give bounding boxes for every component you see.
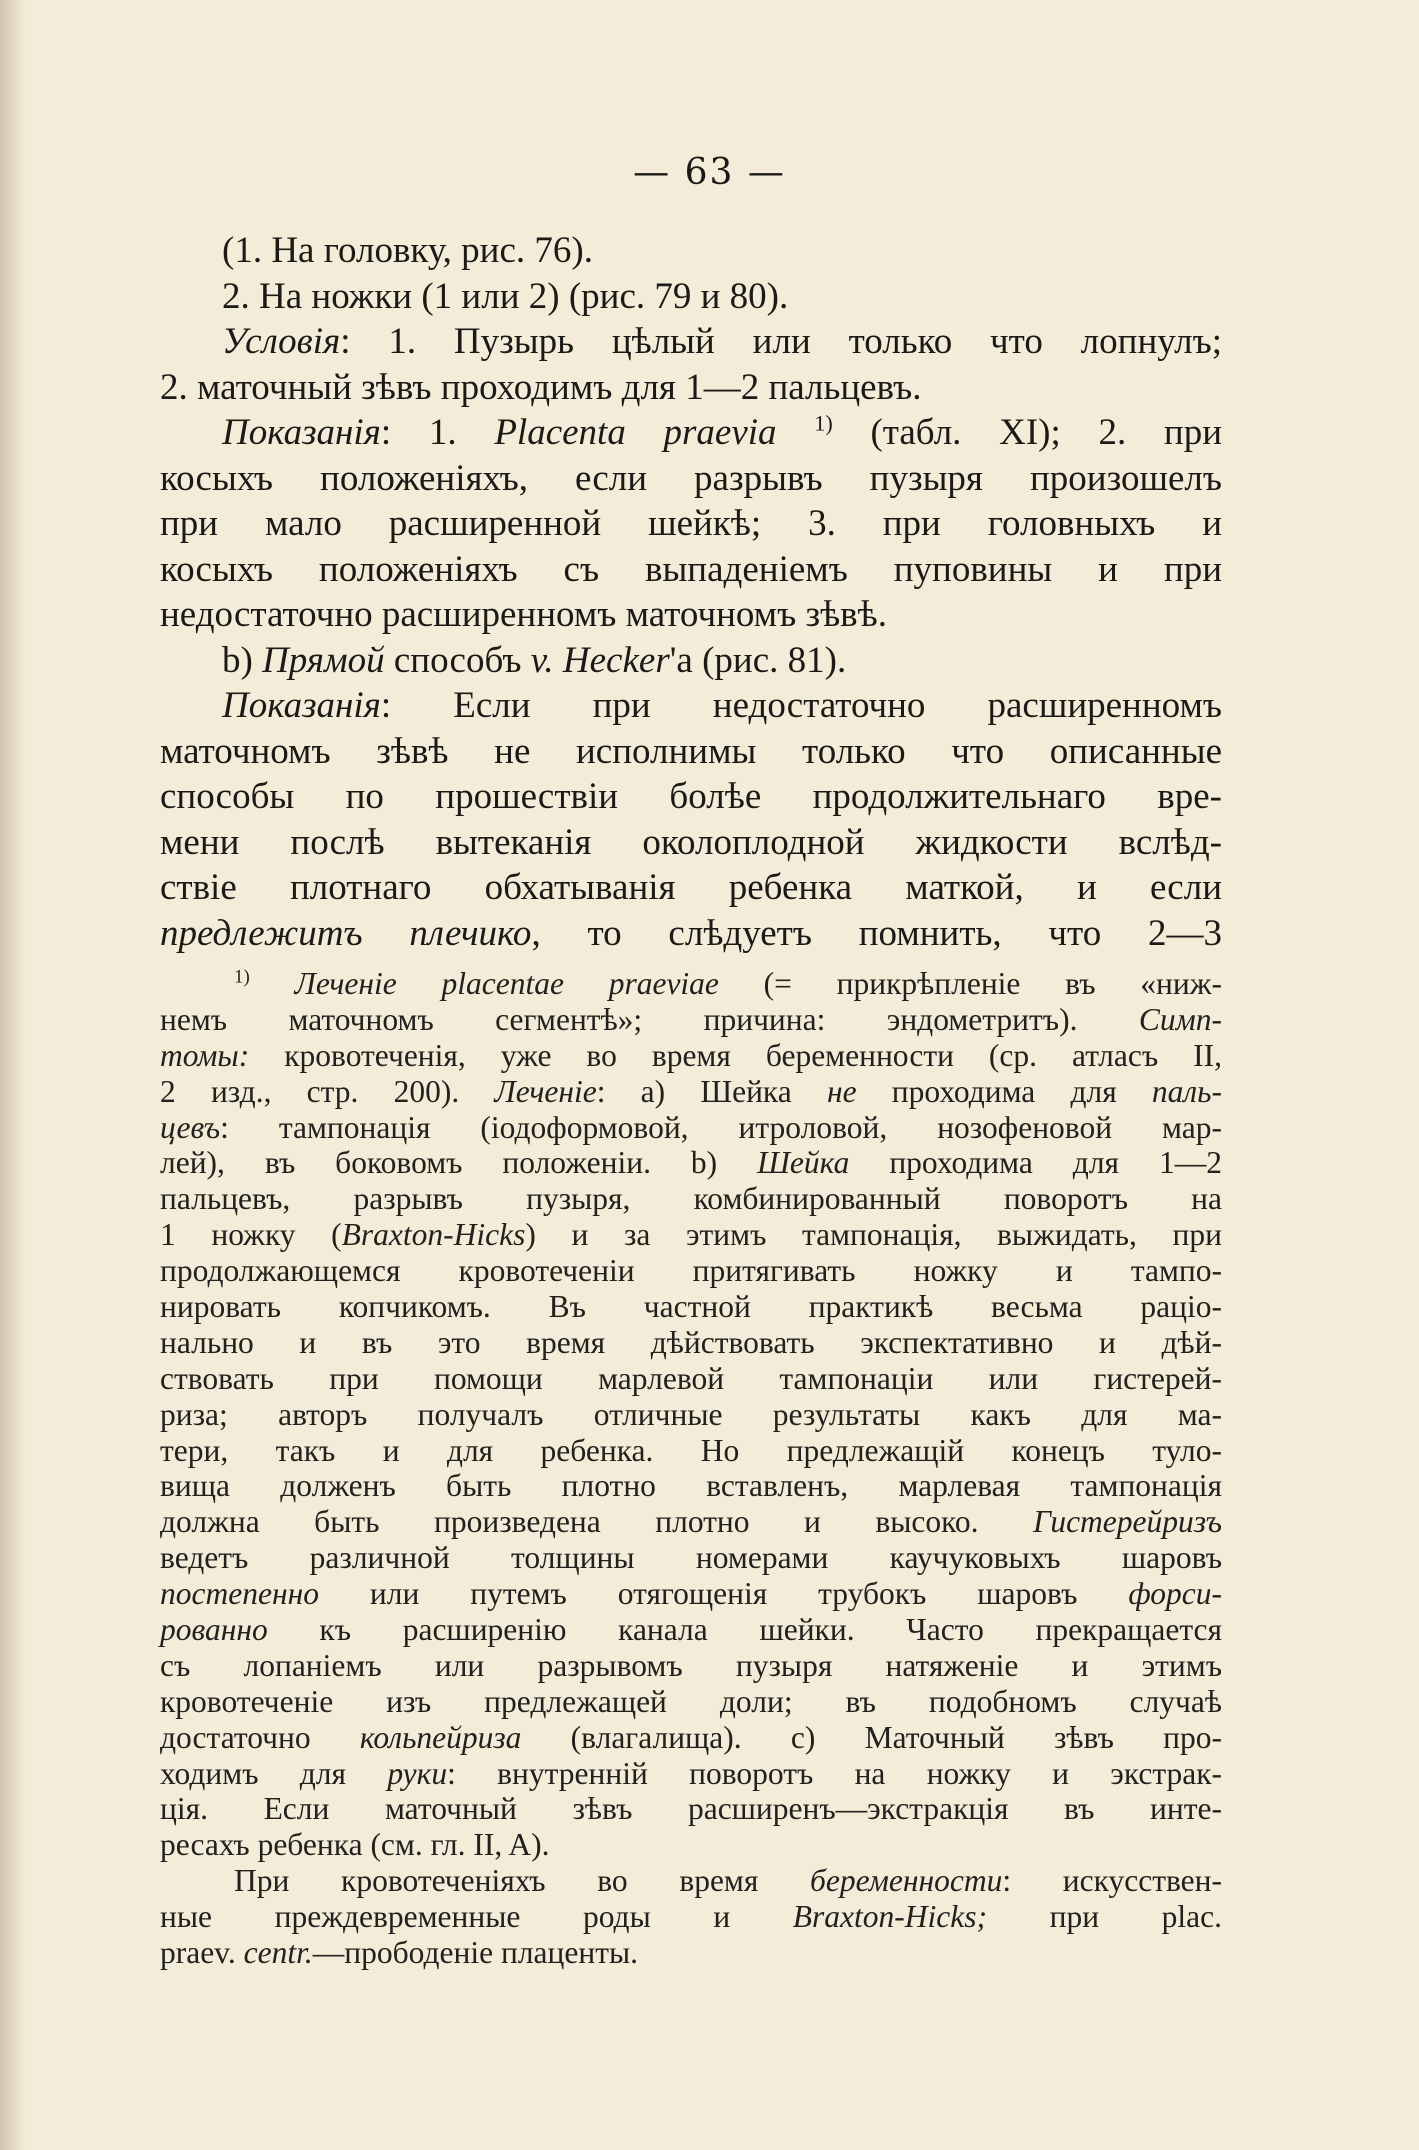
text-run: беременности	[810, 1863, 1003, 1899]
footnote-line	[160, 1756, 1222, 1792]
text-run: 2. маточный зѣвъ проходимъ для 1—2 пальцевъ.	[160, 366, 922, 408]
text-run: вища долженъ быть плотно вставленъ, марлевая тампонація	[160, 1468, 1222, 1504]
footnote-line	[160, 1361, 1222, 1397]
text-run: Braxton-Hicks;	[792, 1899, 987, 1935]
footnote-line	[160, 1145, 1222, 1181]
text-run: Прямой	[262, 639, 385, 681]
text-run: ствіе плотнаго обхатыванія ребенка маткой, и если	[160, 867, 1222, 908]
text-run: способъ	[384, 639, 531, 681]
footnote-line	[160, 1253, 1222, 1289]
footnote-marker: 1)	[234, 966, 250, 988]
text-run: достаточно	[160, 1719, 360, 1755]
text-run: къ расширенію канала шейки. Часто прекращается	[267, 1612, 1222, 1648]
text-run: должна быть произведена плотно и высоко.	[160, 1504, 1033, 1540]
footnote-line	[160, 1289, 1222, 1325]
footnote-line	[160, 1217, 1222, 1253]
text-run: недостаточно расширенномъ маточномъ зѣвѣ.	[160, 594, 887, 635]
footnote-line	[160, 1648, 1222, 1684]
text-run: Симп-	[1138, 1001, 1222, 1037]
text-line	[160, 774, 1222, 820]
text-run: : a) Шейка	[596, 1073, 827, 1109]
text-run: praev.	[160, 1935, 244, 1971]
text-run: кровотеченія, уже во время беременности (ср. атласъ II,	[249, 1037, 1222, 1073]
text-run: руки	[387, 1755, 448, 1791]
text-run: продолжающемся кровотеченіи притягивать ножку и тампо-	[160, 1253, 1222, 1289]
text-run: нировать копчикомъ. Въ частной практикѣ весьма раціо-	[160, 1289, 1222, 1325]
main-text	[160, 228, 1222, 956]
text-run: мени послѣ вытеканія околоплодной жидкости вслѣд-	[160, 821, 1222, 863]
text-line	[160, 228, 1222, 274]
text-run: не	[826, 1073, 857, 1109]
text-run: Braxton-Hicks	[341, 1217, 526, 1253]
text-run: Placenta praevia	[494, 412, 777, 453]
text-run: При кровотеченіяхъ во время	[234, 1863, 811, 1899]
text-line	[160, 547, 1222, 593]
page-edge-shadow	[0, 0, 26, 2150]
text-run: 2. На ножки (1 или 2) (рис. 79 и 80).	[222, 275, 789, 317]
text-run: при plac.	[986, 1899, 1222, 1935]
text-run	[250, 966, 295, 1001]
text-run: , то слѣдуетъ помнить, что 2—3	[531, 912, 1222, 954]
text-run: пальцевъ, разрывъ пузыря, комбинированный поворотъ на	[160, 1181, 1222, 1217]
footnote-line	[160, 1863, 1222, 1899]
text-run: : внутренній поворотъ на ножку и экстрак-	[447, 1755, 1223, 1791]
text-line	[160, 865, 1222, 911]
text-run: томы:	[160, 1037, 250, 1073]
text-run: тери, такъ и для ребенка. Но предлежащій конецъ туло-	[160, 1432, 1222, 1468]
text-line	[160, 683, 1222, 729]
text-run: Шейка	[757, 1145, 850, 1181]
text-run: Показанія	[222, 685, 381, 726]
footnote-line	[160, 1684, 1222, 1720]
text-run: Гистерейризъ	[1033, 1504, 1222, 1540]
footnote-line	[160, 1468, 1222, 1504]
footnote-line	[160, 1791, 1222, 1827]
text-run	[777, 412, 815, 453]
text-run: centr.	[243, 1935, 313, 1971]
text-run: v. Hecker	[530, 639, 670, 681]
footnote-line	[160, 1074, 1222, 1110]
footnote-line	[160, 1899, 1222, 1935]
footnote-line	[160, 1433, 1222, 1469]
text-run: (1. На головку, рис. 76).	[222, 230, 593, 271]
footnote-line	[160, 1540, 1222, 1576]
text-run: косыхъ положеніяхъ, если разрывъ пузыря произошелъ	[160, 457, 1222, 499]
text-run: ) и за этимъ тампонація, выжидать, при	[525, 1217, 1222, 1253]
text-run: 'a (рис. 81).	[669, 639, 847, 681]
text-run: паль-	[1151, 1073, 1222, 1109]
text-run: b)	[222, 639, 263, 681]
text-run: или путемъ отягощенія трубокъ шаровъ	[318, 1576, 1129, 1612]
text-run: форси-	[1128, 1576, 1222, 1612]
text-run: проходима для 1—2	[849, 1145, 1222, 1181]
text-run: рованно	[160, 1612, 268, 1648]
footnote-line	[160, 1110, 1222, 1146]
text-run: ствовать при помощи марлевой тампонаціи или гистерей-	[160, 1360, 1222, 1396]
text-run: лей), въ боковомъ положеніи. b)	[160, 1145, 758, 1181]
text-run: (= прикрѣпленіе въ «ниж-	[718, 966, 1223, 1001]
footnote-line	[160, 966, 1222, 1002]
text-run: при мало расширенной шейкѣ; 3. при головныхъ и	[160, 503, 1222, 544]
text-run: кровотеченіе изъ предлежащей доли; въ подобномъ случаѣ	[160, 1683, 1222, 1719]
footnote-line	[160, 1002, 1222, 1038]
footnote-line	[160, 1397, 1222, 1433]
text-run: маточномъ зѣвѣ не исполнимы только что описанные	[160, 730, 1222, 772]
page-number: — 63 —	[633, 152, 786, 193]
text-run: : Если при недостаточно расширенномъ	[380, 685, 1222, 726]
text-run: немъ маточномъ сегментѣ»; причина: эндометритъ).	[160, 1001, 1139, 1037]
text-run: (влагалища). c) Маточный зѣвъ про-	[521, 1719, 1222, 1755]
text-run: нально и въ это время дѣйствовать экспектативно и дѣй-	[160, 1324, 1222, 1360]
footnote-block	[160, 966, 1222, 1971]
footnote-line	[160, 1038, 1222, 1074]
text-run: цевъ	[160, 1109, 221, 1145]
text-run: : 1.	[380, 412, 495, 453]
text-run: съ лопаніемъ или разрывомъ пузыря натяженіе и этимъ	[160, 1647, 1222, 1683]
footnote-line	[160, 1181, 1222, 1217]
text-run: ведетъ различной толщины номерами каучуковыхъ шаровъ	[160, 1540, 1222, 1576]
text-line	[160, 638, 1222, 684]
text-run: : тампонація (іодоформовой, итроловой, нозофеновой мар-	[220, 1109, 1222, 1145]
text-run: 2 изд., стр. 200).	[160, 1073, 495, 1109]
text-line	[160, 820, 1222, 866]
footnote-line	[160, 1325, 1222, 1361]
text-line	[160, 592, 1222, 638]
text-run: косыхъ положеніяхъ съ выпаденіемъ пуповины и при	[160, 548, 1222, 590]
footnote-line	[160, 1720, 1222, 1756]
text-run: ція. Если маточный зѣвъ расширенъ—экстракція въ инте-	[160, 1791, 1222, 1827]
footnote-line	[160, 1935, 1222, 1971]
text-run: ходимъ для	[160, 1755, 388, 1791]
text-run: способы по прошествіи болѣе продолжительнаго вре-	[160, 776, 1222, 817]
footnote-marker: 1)	[814, 410, 833, 436]
text-line	[160, 729, 1222, 775]
footnote-line	[160, 1504, 1222, 1540]
text-line	[160, 456, 1222, 502]
text-run: : 1. Пузырь цѣлый или только что лопнулъ;	[340, 321, 1222, 362]
text-run: Леченіе	[494, 1073, 597, 1109]
text-run: 1 ножку (	[160, 1217, 342, 1253]
footnote-line	[160, 1612, 1222, 1648]
footnote-line	[160, 1576, 1222, 1612]
text-run: ные преждевременные роды и	[160, 1899, 793, 1935]
text-line	[160, 319, 1222, 365]
text-run: Показанія	[222, 412, 381, 453]
text-run: кольпейриза	[359, 1719, 522, 1755]
text-run: проходима для	[856, 1073, 1152, 1109]
text-line	[160, 410, 1222, 456]
text-run: Условія	[222, 321, 341, 362]
text-run: : искусствен-	[1002, 1863, 1222, 1899]
text-run: риза; авторъ получалъ отличные результаты какъ для ма-	[160, 1396, 1222, 1432]
text-line	[160, 501, 1222, 547]
text-line	[160, 274, 1222, 320]
text-run: (табл. XI); 2. при	[832, 412, 1223, 453]
footnote-line	[160, 1827, 1222, 1863]
text-run: постепенно	[160, 1576, 319, 1612]
text-line	[160, 911, 1222, 957]
text-run: Леченіе placentae praeviae	[294, 966, 719, 1001]
text-run: ресахъ ребенка (см. гл. II, A).	[160, 1827, 550, 1863]
text-run: —прободеніе плаценты.	[312, 1935, 639, 1971]
text-run: предлежитъ плечико	[160, 912, 532, 954]
text-line	[160, 365, 1222, 411]
